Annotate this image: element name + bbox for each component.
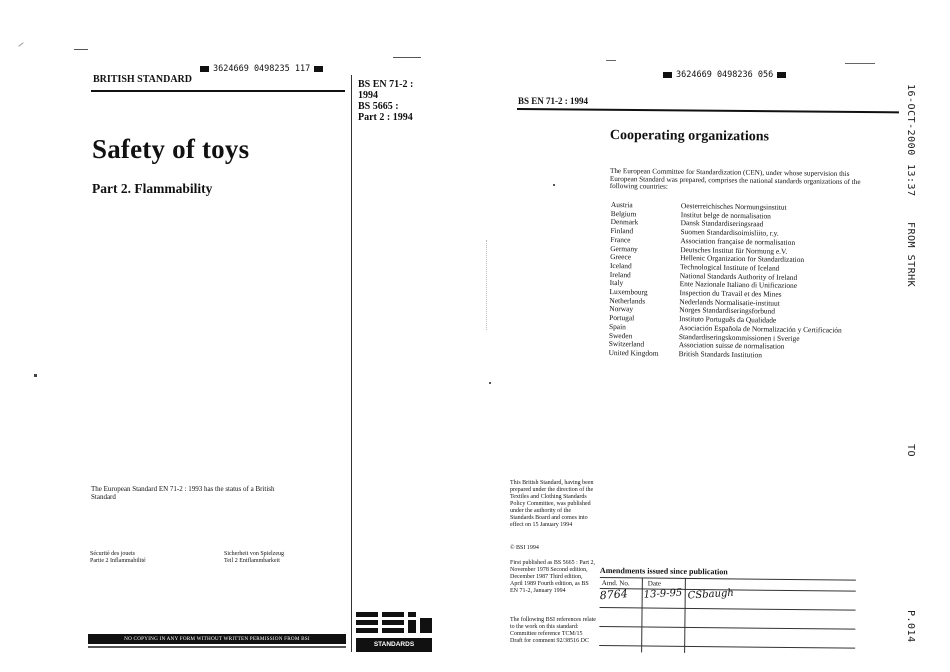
member-organization: Association suisse de normalisation	[678, 340, 785, 351]
member-organization: Technological Institute of Iceland	[679, 262, 780, 273]
copyright-note: © BSI 1994	[510, 545, 539, 551]
references-note: The following BSI references relate to the work on this standard: Committee reference TCM/15 Draft for comment 92/38516 DC	[510, 617, 596, 644]
member-organization: National Standards Authority of Ireland	[679, 270, 798, 282]
amend-entry-signature: CSbaugh	[687, 587, 735, 602]
german-title-line1: Sicherheit von Spielzeug	[224, 551, 284, 557]
amend-header-date: Date	[647, 579, 662, 588]
member-organization: Instituto Português da Qualidade	[679, 314, 777, 325]
scan-dot	[489, 382, 491, 384]
amend-header-no: Amd. No.	[601, 579, 630, 588]
member-organization: Norges Standardiseringsforbund	[679, 305, 776, 317]
member-country: France	[610, 234, 631, 245]
status-note: The European Standard EN 71-2 : 1993 has the status of a British Standard	[91, 485, 275, 501]
member-organization: Hellenic Organization for Standardization	[680, 253, 805, 265]
top-rule-fragment	[606, 60, 616, 61]
member-organization: Dansk Standardiseringsraad	[680, 218, 764, 229]
member-country: Germany	[610, 243, 638, 253]
member-country: Spain	[608, 321, 626, 332]
member-organization: Institut belge de normalisation	[680, 209, 771, 221]
member-organization: Asociación Española de Normalización y Certificación	[678, 322, 842, 335]
member-organization: British Standards Institution	[678, 349, 763, 360]
member-country: Finland	[610, 226, 634, 236]
french-title-line2: Partie 2 Inflammabilité	[90, 558, 146, 564]
french-title-line1: Sécurité des jouets	[90, 551, 135, 557]
fax-from: FROM STRHK	[905, 222, 916, 288]
history-note: First published as BS 5665 : Part 2, November 1978 Second edition, December 1987 Third edition, April 1989 Fourth edition, as BS EN 71-2, January 1994	[510, 560, 596, 594]
member-country: Iceland	[609, 260, 632, 271]
french-title	[90, 551, 146, 565]
member-organization: Suomen Standardisoimisliito, r.y.	[680, 227, 779, 238]
std-ref-2: 1994	[358, 90, 378, 101]
member-country: Sweden	[608, 330, 633, 340]
document-subtitle: Part 2. Flammability	[92, 181, 213, 196]
amendments-table	[599, 566, 856, 603]
right-header: BS EN 71-2 : 1994	[518, 96, 589, 106]
member-country: Italy	[609, 278, 624, 288]
page-divider	[351, 75, 352, 652]
member-organization: Standardiseringskommissionen i Sverige	[678, 331, 800, 343]
copyright-bar-text: NO COPYING IN ANY FORM WITHOUT WRITTEN PERMISSION FROM BSI	[124, 636, 310, 642]
member-organization: Ente Nazionale Italiano di Unificazione	[679, 279, 798, 291]
scan-dot	[553, 184, 555, 186]
top-rule-fragment	[393, 57, 421, 58]
bsi-label: STANDARDS	[373, 641, 415, 648]
member-country: Norway	[609, 304, 634, 314]
german-title	[224, 551, 284, 565]
member-organization: Association française de normalisation	[680, 235, 796, 247]
member-country: Netherlands	[609, 295, 646, 306]
member-country: Luxembourg	[609, 287, 648, 297]
brand-label: BRITISH STANDARD	[93, 74, 193, 85]
copyright-bar-bottom	[88, 646, 346, 648]
member-country: Ireland	[609, 269, 631, 279]
member-country: Austria	[610, 200, 633, 210]
fax-date: 16-OCT-2000	[905, 84, 916, 156]
member-organization: Oesterreichisches Normungsinstitut	[680, 201, 787, 212]
member-organization: Nederlands Normalisatie-instituut	[679, 296, 780, 308]
german-title-line2: Teil 2 Entflammbarkeit	[224, 558, 280, 564]
right-header-rule	[517, 108, 899, 113]
member-country: Portugal	[609, 313, 635, 323]
member-organization: Deutsches Institut für Normung e.V.	[680, 244, 788, 256]
copyright-bar	[88, 634, 346, 644]
member-organization: Inspection du Travail et des Mines	[679, 288, 782, 299]
top-rule-fragment	[845, 63, 875, 64]
document-title: Safety of toys	[92, 134, 250, 164]
member-country: Switzerland	[608, 339, 645, 349]
member-country: Denmark	[610, 217, 639, 227]
amend-entry-no: 8764	[599, 587, 629, 603]
scan-dot	[34, 374, 37, 377]
barcode-left: 3624669 0498235 117	[200, 64, 323, 74]
cen-intro: The European Committee for Standardization (CEN), under whose supervision this European Standard was prepared, comprises the national standards organizations of the following countries:	[609, 167, 861, 191]
amend-entry-date: 13-9-95	[643, 587, 683, 601]
standard-refs	[358, 79, 413, 123]
member-country: United Kingdom	[608, 347, 659, 358]
std-ref-1: BS EN 71-2 :	[358, 79, 414, 90]
member-country: Greece	[610, 252, 632, 262]
member-organizations-table	[609, 201, 844, 361]
fax-time: 13:37	[905, 164, 916, 197]
fax-to: TO	[905, 444, 916, 458]
amendments-title: Amendments issued since publication	[599, 566, 728, 577]
std-ref-4: Part 2 : 1994	[358, 112, 413, 123]
member-country: Belgium	[610, 208, 637, 219]
cooperating-title: Cooperating organizations	[609, 128, 770, 145]
scan-mark	[18, 42, 23, 47]
bsi-logo	[356, 612, 432, 652]
top-rule-fragment	[74, 49, 88, 50]
brand-rule	[91, 90, 345, 92]
fax-page: P.014	[905, 610, 916, 643]
scan-dots-line	[486, 240, 488, 330]
barcode-right: 3624669 0498236 056	[663, 70, 786, 80]
publication-note: This British Standard, having been prepared under the direction of the Textiles and Clothing Standards Policy Committee, was published under the authority of the Standards Board and comes into effect on 15 January 1994	[510, 480, 594, 528]
std-ref-3: BS 5665 :	[358, 101, 399, 112]
